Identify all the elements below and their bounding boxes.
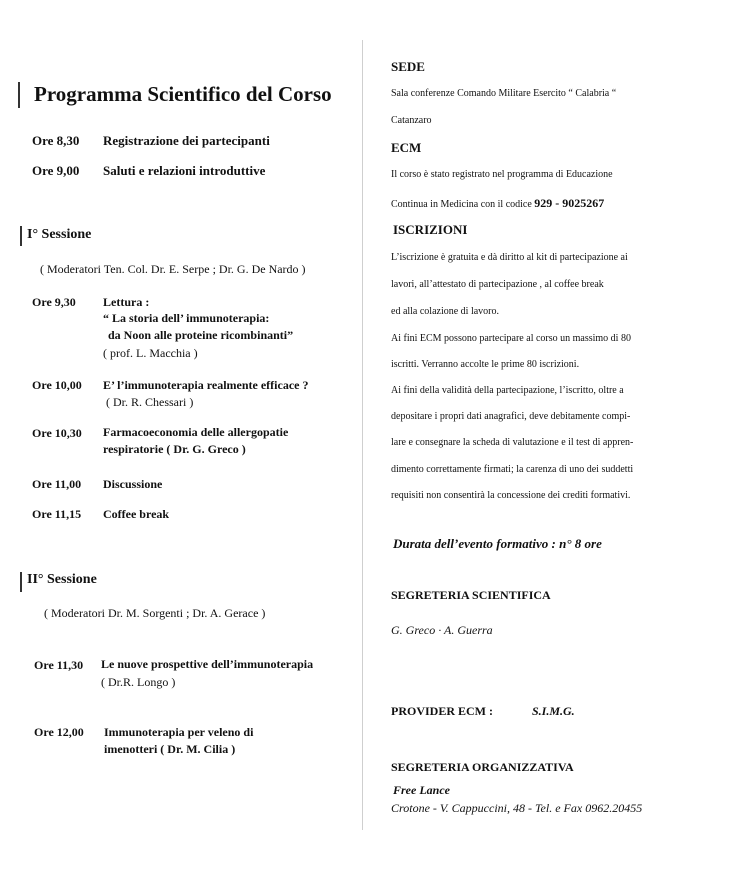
schedule-text: imenotteri ( Dr. M. Cilia ) — [104, 742, 236, 756]
ecm-code: 929 - 9025267 — [534, 196, 605, 210]
schedule-text: Immunoterapia per veleno di — [104, 725, 254, 739]
schedule-text: Discussione — [103, 477, 163, 491]
schedule-time: Ore 11,30 — [34, 658, 84, 672]
iscrizioni-line: Ai fini ECM possono partecipare al corso un massimo di 80 — [391, 333, 631, 344]
ecm-line: Il corso è stato registrato nel programma di Educazione — [391, 169, 613, 180]
speaker: ( prof. L. Macchia ) — [103, 346, 198, 360]
session-heading: II° Sessione — [27, 572, 97, 587]
schedule-text: Registrazione dei partecipanti — [103, 133, 270, 148]
iscrizioni-line: lavori, all’attestato di partecipazione , al coffee break — [391, 279, 604, 290]
column-divider — [362, 40, 363, 830]
schedule-time: Ore 10,30 — [32, 426, 82, 440]
margin-mark — [18, 82, 20, 108]
speaker: ( Dr. R. Chessari ) — [106, 395, 194, 409]
schedule-text: respiratorie ( Dr. G. Greco ) — [103, 442, 246, 456]
iscrizioni-line: Ai fini della validità della partecipazione, l’iscritto, oltre a — [391, 385, 624, 396]
schedule-time: Ore 11,00 — [32, 477, 82, 491]
schedule-time: Ore 11,15 — [32, 507, 82, 521]
schedule-time: Ore 8,30 — [32, 133, 80, 148]
page-title: Programma Scientifico del Corso — [34, 82, 332, 106]
iscrizioni-line: requisiti non consentirà la concessione dei crediti formativi. — [391, 490, 631, 501]
schedule-time: Ore 9,00 — [32, 163, 80, 178]
session-moderators: ( Moderatori Dr. M. Sorgenti ; Dr. A. Gerace ) — [44, 606, 266, 620]
provider-value: S.I.M.G. — [532, 704, 575, 718]
section-heading: SEGRETERIA SCIENTIFICA — [391, 588, 551, 602]
iscrizioni-line: dimento correttamente firmati; la carenza di uno dei suddetti — [391, 464, 634, 475]
session-heading: I° Sessione — [27, 227, 92, 242]
iscrizioni-line: ed alla colazione di lavoro. — [391, 306, 500, 317]
schedule-text: da Noon alle proteine ricombinanti” — [108, 328, 294, 342]
iscrizioni-line: lare e consegnare la scheda di valutazione e il test di appren- — [391, 437, 634, 448]
schedule-text: Le nuove prospettive dell’immunoterapia — [101, 657, 314, 671]
schedule-text: Saluti e relazioni introduttive — [103, 163, 266, 178]
event-duration: Durata dell’evento formativo : n° 8 ore — [393, 536, 602, 551]
sede-line: Sala conferenze Comando Militare Esercito “ Calabria “ — [391, 88, 617, 99]
organizer-address: Crotone - V. Cappuccini, 48 - Tel. e Fax 0962.20455 — [391, 801, 643, 815]
secretariat-names: G. Greco · A. Guerra — [391, 623, 493, 637]
section-heading: ISCRIZIONI — [393, 222, 468, 237]
session-moderators: ( Moderatori Ten. Col. Dr. E. Serpe ; Dr. G. De Nardo ) — [40, 262, 306, 276]
section-heading: SEDE — [391, 59, 425, 74]
margin-mark — [20, 226, 22, 246]
schedule-text: “ La storia dell’ immunoterapia: — [103, 311, 270, 325]
schedule-text: Lettura : — [103, 295, 150, 309]
speaker: ( Dr.R. Longo ) — [101, 675, 176, 689]
schedule-time: Ore 12,00 — [34, 725, 84, 739]
section-heading: ECM — [391, 140, 422, 155]
schedule-text: Farmacoeconomia delle allergopatie — [103, 425, 289, 439]
schedule-time: Ore 10,00 — [32, 378, 82, 392]
iscrizioni-line: iscritti. Verranno accolte le prime 80 iscrizioni. — [391, 359, 580, 370]
provider-label: PROVIDER ECM : — [391, 704, 493, 718]
section-heading: SEGRETERIA ORGANIZZATIVA — [391, 760, 574, 774]
organizer-name: Free Lance — [393, 783, 450, 797]
sede-line: Catanzaro — [391, 115, 432, 126]
iscrizioni-line: L’iscrizione è gratuita e dà diritto al kit di partecipazione ai — [391, 252, 628, 263]
schedule-text: E’ l’immunoterapia realmente efficace ? — [103, 378, 309, 392]
schedule-time: Ore 9,30 — [32, 295, 76, 309]
iscrizioni-line: depositare i propri dati anagrafici, deve debitamente compi- — [391, 411, 631, 422]
schedule-text: Coffee break — [103, 507, 170, 521]
ecm-line: Continua in Medicina con il codice 929 - 9025267 — [391, 196, 605, 210]
margin-mark — [20, 572, 22, 592]
